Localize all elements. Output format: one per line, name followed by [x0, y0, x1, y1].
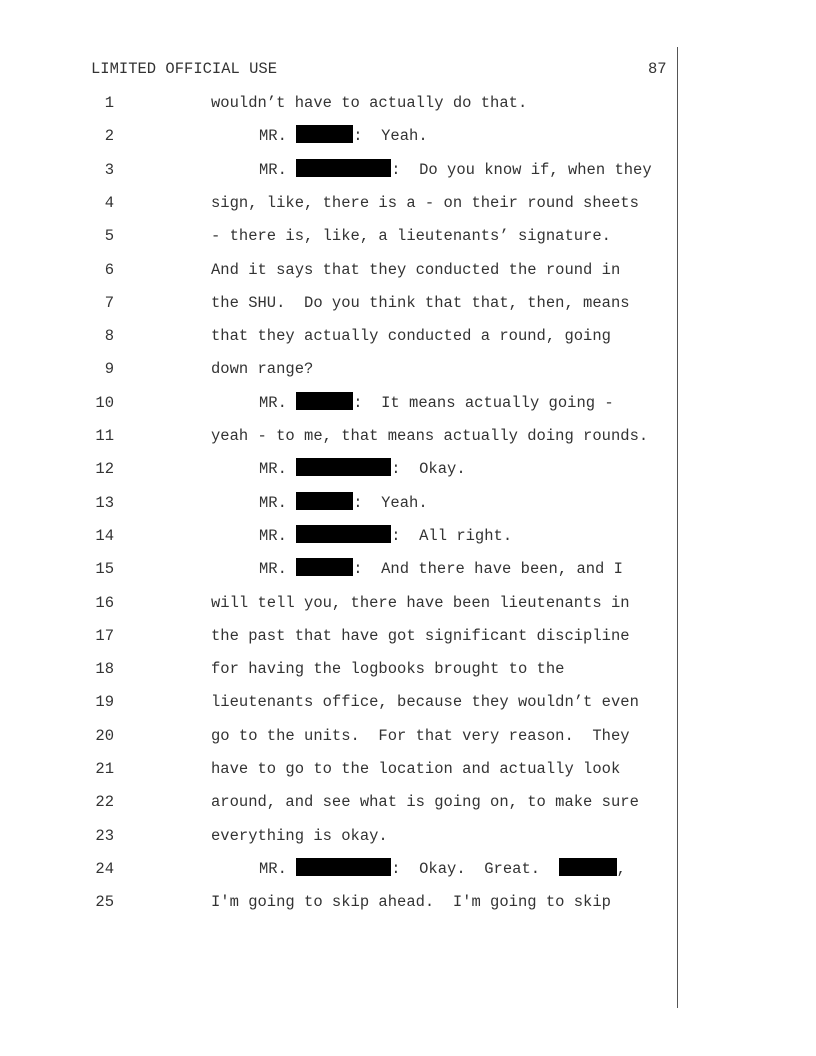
line-number: 10 — [95, 393, 114, 412]
speaker-title: MR. — [259, 493, 287, 512]
line-number: 20 — [95, 726, 114, 745]
redaction-block — [296, 458, 391, 476]
speech-text: : Yeah. — [353, 127, 428, 146]
line-text: everything is okay. — [211, 826, 388, 845]
line-number: 9 — [104, 360, 114, 379]
line-number: 4 — [104, 193, 114, 212]
line-text — [259, 124, 428, 149]
line-text: I'm going to skip ahead. I'm going to skip — [211, 893, 611, 912]
transcript-line — [0, 91, 816, 124]
line-text: that they actually conducted a round, going — [211, 327, 611, 346]
line-number: 14 — [95, 526, 114, 545]
speech-text: : It means actually going - — [353, 393, 614, 412]
transcript-line — [0, 524, 816, 557]
transcript-line — [0, 857, 816, 890]
transcript-line — [0, 158, 816, 191]
transcript-line — [0, 224, 816, 257]
speaker-title: MR. — [259, 393, 287, 412]
speaker-title: MR. — [259, 859, 287, 878]
transcript-line — [0, 824, 816, 857]
line-number: 1 — [104, 94, 114, 112]
transcript-line — [0, 391, 816, 424]
line-number: 19 — [95, 693, 114, 712]
classification-header: LIMITED OFFICIAL USE — [91, 60, 278, 78]
line-number: 2 — [104, 127, 114, 146]
speech-text: : And there have been, and I — [353, 560, 623, 579]
transcript-line — [0, 624, 816, 657]
transcript-line — [0, 890, 816, 923]
line-text: will tell you, there have been lieutenants in — [211, 593, 630, 612]
line-text: around, and see what is going on, to make sure — [211, 793, 639, 812]
speaker-title: MR. — [259, 460, 287, 479]
line-number: 3 — [104, 160, 114, 179]
line-text: wouldn’t have to actually do that. — [211, 94, 528, 112]
transcript-line — [0, 790, 816, 823]
speaker-title: MR. — [259, 160, 287, 179]
line-text: lieutenants office, because they wouldn’t even — [211, 693, 639, 712]
line-text: down range? — [211, 360, 314, 379]
transcript-line — [0, 724, 816, 757]
speech-text: : Okay. Great. — [391, 859, 541, 878]
speaker-title: MR. — [259, 560, 287, 579]
line-text: the past that have got significant discipline — [211, 626, 630, 645]
transcript-line — [0, 557, 816, 590]
line-text — [259, 391, 614, 416]
redaction-block — [296, 159, 391, 177]
line-number: 23 — [95, 826, 114, 845]
line-text: sign, like, there is a - on their round sheets — [211, 193, 639, 212]
speech-tail: , — [616, 859, 626, 878]
transcript-line — [0, 191, 816, 224]
line-number: 12 — [95, 460, 114, 479]
transcript-line — [0, 757, 816, 790]
line-number: 7 — [104, 293, 114, 312]
redaction-block — [559, 858, 617, 876]
speech-text: : Yeah. — [353, 493, 428, 512]
transcript-line — [0, 258, 816, 291]
line-text — [259, 457, 466, 482]
page-number: 87 — [648, 60, 667, 78]
transcript-line — [0, 291, 816, 324]
transcript-line — [0, 657, 816, 690]
redaction-block — [296, 558, 353, 576]
line-number: 22 — [95, 793, 114, 812]
line-number: 13 — [95, 493, 114, 512]
redaction-block — [296, 858, 391, 876]
speech-text: : Okay. — [391, 460, 466, 479]
redaction-block — [296, 492, 353, 510]
line-text — [259, 857, 626, 882]
speaker-title: MR. — [259, 127, 287, 146]
line-text: yeah - to me, that means actually doing rounds. — [211, 427, 649, 445]
line-text: - there is, like, a lieutenants’ signature. — [211, 227, 611, 246]
transcript-line — [0, 491, 816, 524]
line-number: 16 — [95, 593, 114, 612]
line-number: 11 — [95, 427, 114, 445]
line-number: 5 — [104, 227, 114, 246]
line-text: for having the logbooks brought to the — [211, 660, 565, 679]
line-text — [259, 557, 623, 582]
line-number: 25 — [95, 893, 114, 912]
speech-text: : Do you know if, when they — [391, 160, 652, 179]
line-number: 6 — [104, 260, 114, 279]
transcript-line — [0, 357, 816, 390]
line-number: 8 — [104, 327, 114, 346]
line-text — [259, 158, 652, 183]
speech-text: : All right. — [391, 526, 513, 545]
transcript-line — [0, 324, 816, 357]
line-text — [259, 524, 512, 549]
line-text: And it says that they conducted the round in — [211, 260, 621, 279]
line-number: 18 — [95, 660, 114, 679]
transcript-line — [0, 124, 816, 157]
line-text: go to the units. For that very reason. They — [211, 726, 630, 745]
line-text: have to go to the location and actually look — [211, 760, 621, 778]
transcript-line — [0, 457, 816, 490]
line-text — [259, 491, 428, 516]
speaker-title: MR. — [259, 526, 287, 545]
line-number: 24 — [95, 859, 114, 878]
transcript-line — [0, 424, 816, 457]
line-number: 21 — [95, 760, 114, 778]
transcript-line — [0, 591, 816, 624]
line-text: the SHU. Do you think that that, then, means — [211, 293, 630, 312]
line-number: 15 — [95, 560, 114, 579]
transcript-line — [0, 690, 816, 723]
line-number: 17 — [95, 626, 114, 645]
redaction-block — [296, 392, 353, 410]
redaction-block — [296, 525, 391, 543]
redaction-block — [296, 125, 353, 143]
